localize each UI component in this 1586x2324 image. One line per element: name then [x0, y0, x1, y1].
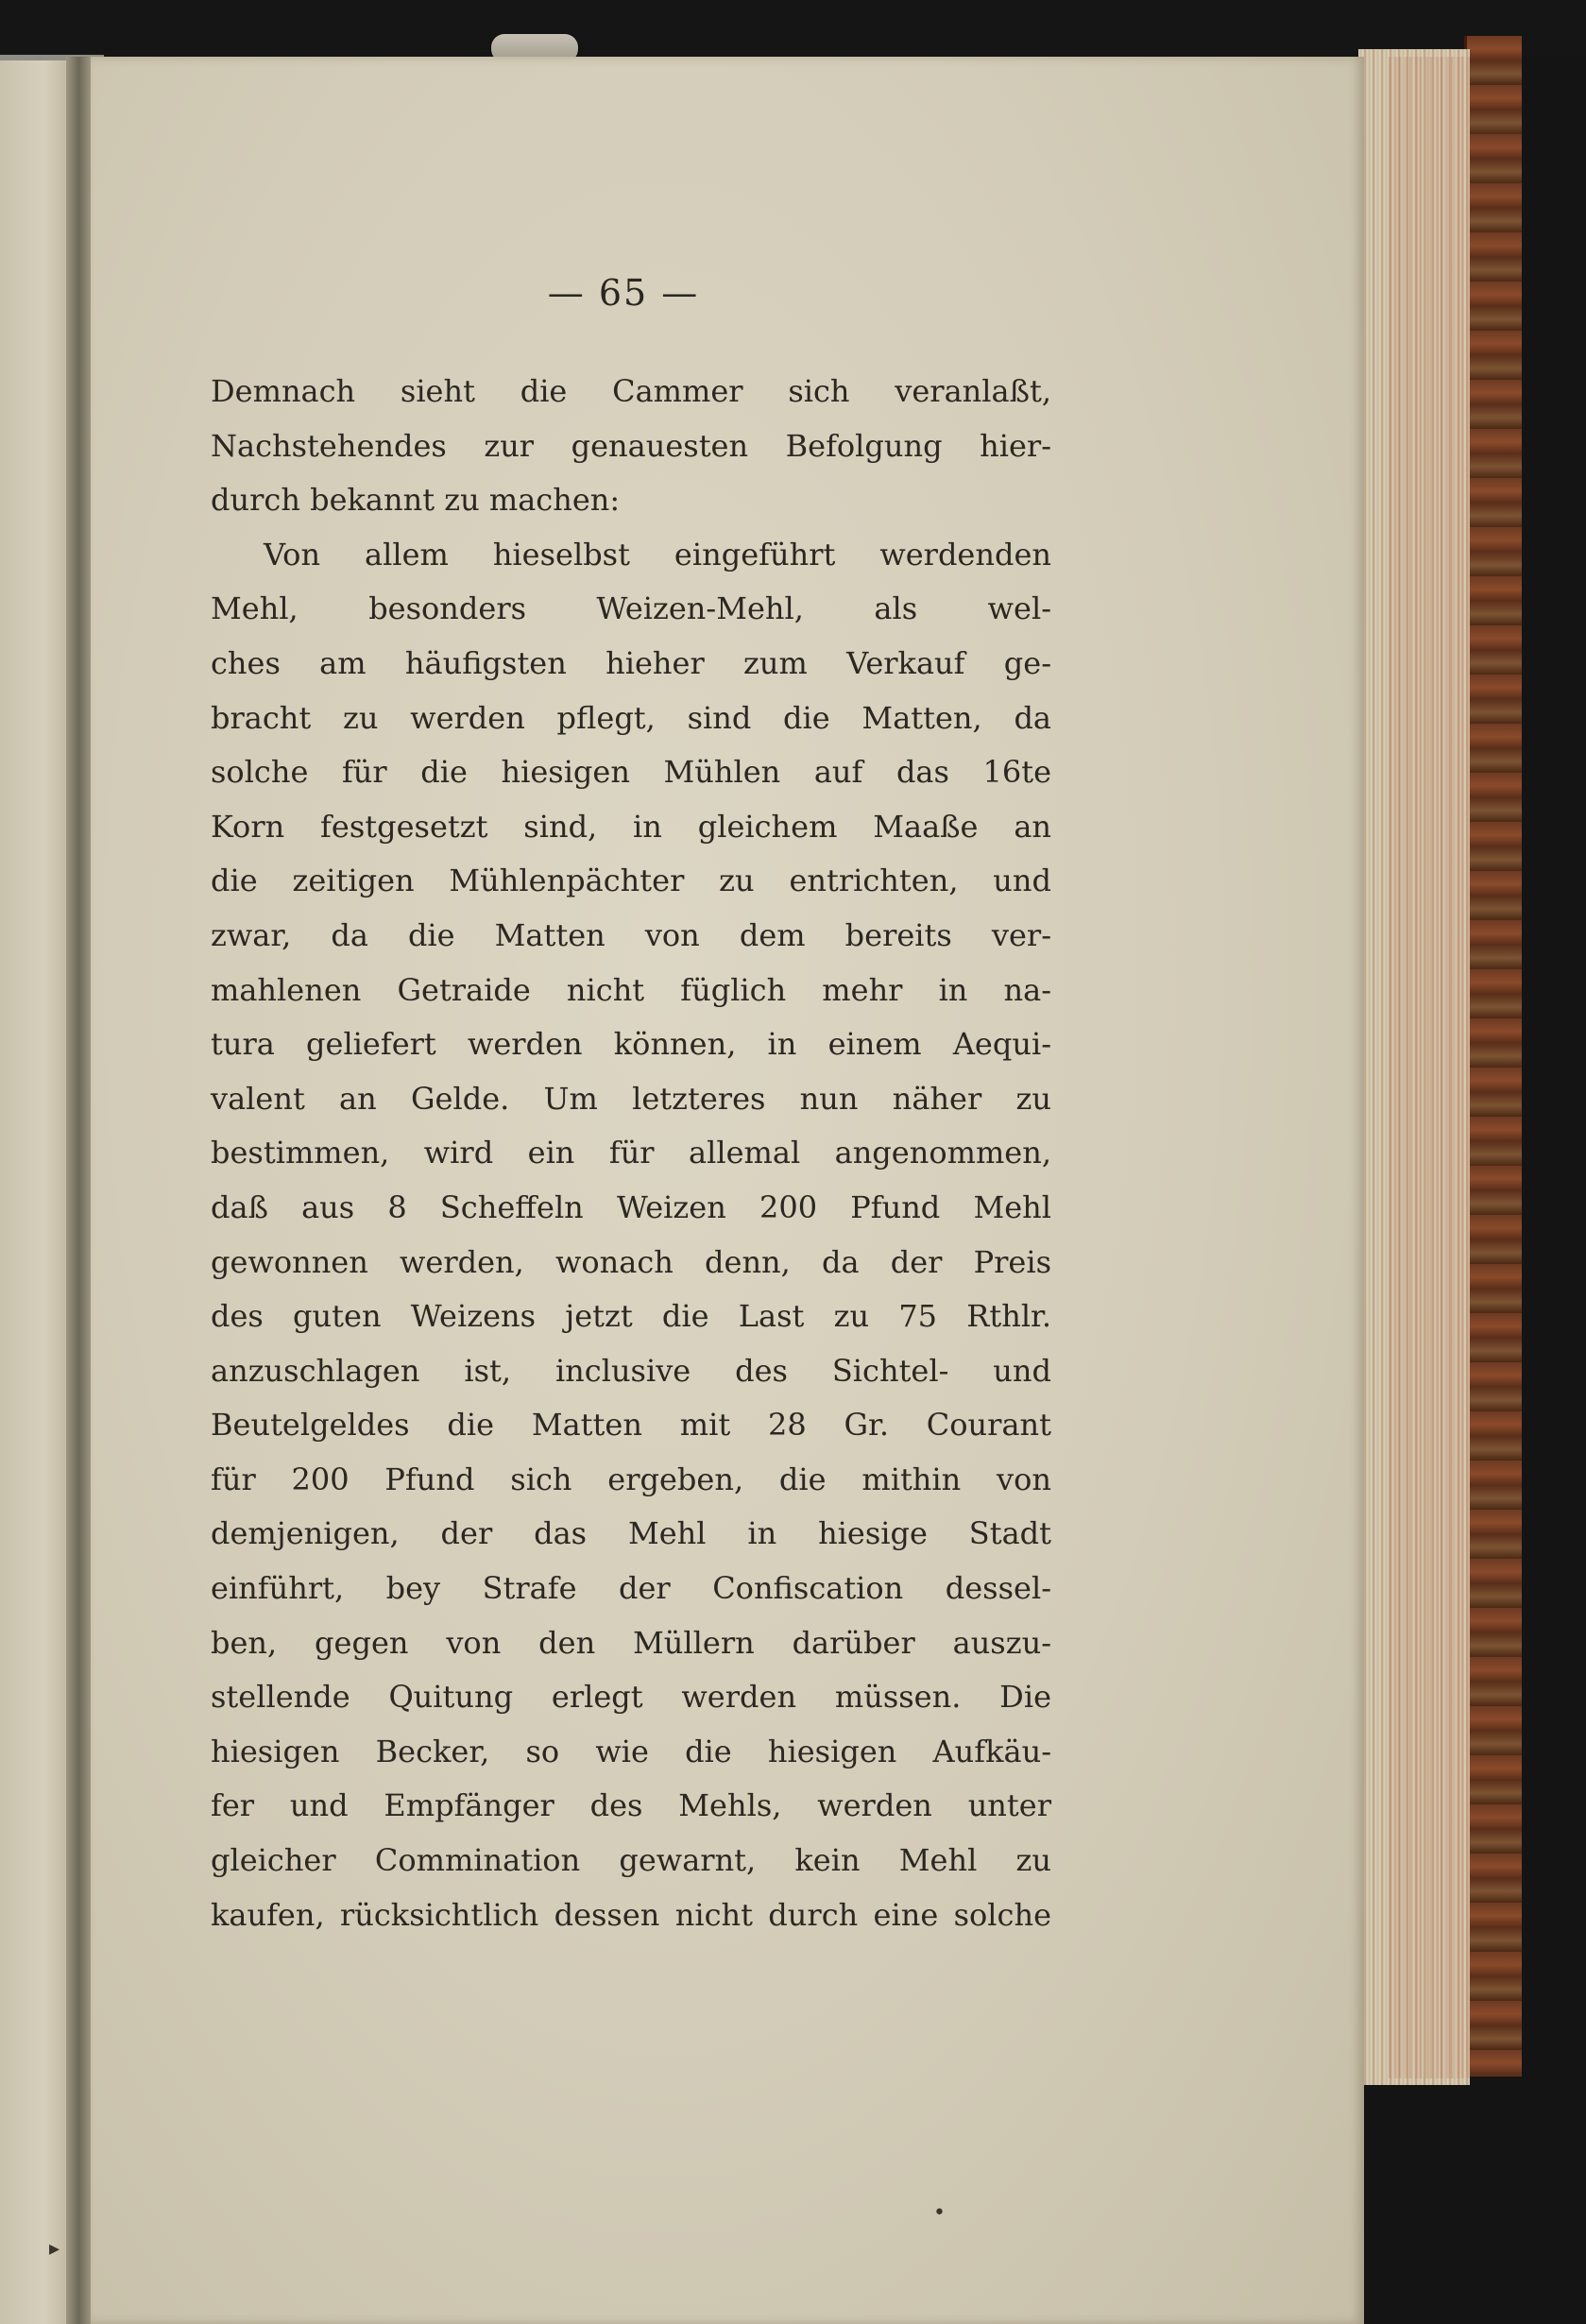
text-line: hiesigen Becker, so wie die hiesigen Aufkäu- [211, 1733, 1051, 1769]
text-line: valent an Gelde. Um letzteres nun näher zu [211, 1080, 1051, 1117]
text-line: daß aus 8 Scheffeln Weizen 200 Pfund Mehl [211, 1188, 1051, 1225]
background-top [0, 0, 1586, 57]
text-line: einführt, bey Strafe der Confiscation dessel- [211, 1570, 1051, 1607]
page-edges-tint [1389, 57, 1470, 2078]
text-line: zwar, da die Matten von dem bereits ver- [211, 916, 1051, 953]
text-line: solche für die hiesigen Mühlen auf das 16te [211, 754, 1051, 791]
text-line: demjenigen, der das Mehl in hiesige Stadt [211, 1515, 1051, 1552]
text-line: kaufen, rücksichtlich dessen nicht durch eine solche [211, 1896, 1051, 1933]
text-line: für 200 Pfund sich ergeben, die mithin von [211, 1461, 1051, 1497]
body-text [211, 365, 1051, 1942]
text-line: fer und Empfänger des Mehls, werden unter [211, 1787, 1051, 1824]
text-line: die zeitigen Mühlenpächter zu entrichten, und [211, 863, 1051, 899]
text-line: Beutelgeldes die Matten mit 28 Gr. Courant [211, 1407, 1051, 1444]
text-line: tura geliefert werden können, in einem Aequi- [211, 1026, 1051, 1063]
margin-arrow-icon: ▸ [49, 2237, 60, 2261]
text-line: stellende Quitung erlegt werden müssen. Die [211, 1679, 1051, 1716]
text-line: Nachstehendes zur genauesten Befolgung hier- [211, 427, 1051, 464]
text-line: bracht zu werden pflegt, sind die Matten, da [211, 699, 1051, 736]
text-line: bestimmen, wird ein für allemal angenommen, [211, 1135, 1051, 1171]
text-line: durch bekannt zu machen: [211, 482, 621, 519]
text-line: des guten Weizens jetzt die Last zu 75 Rthlr. [211, 1298, 1051, 1335]
text-line: Von allem hieselbst eingeführt werdenden [264, 536, 1051, 572]
text-line: mahlenen Getraide nicht füglich mehr in na- [211, 971, 1051, 1008]
ink-speck-icon: • [933, 2201, 946, 2225]
text-line: Demnach sieht die Cammer sich veranlaßt, [211, 373, 1051, 409]
text-line: ben, gegen von den Müllern darüber auszu- [211, 1624, 1051, 1661]
text-line: gewonnen werden, wonach denn, da der Preis [211, 1243, 1051, 1280]
text-line: Mehl, besonders Weizen-Mehl, als wel- [211, 590, 1051, 627]
left-page [0, 60, 74, 2324]
page-number: — 65 — [547, 272, 700, 314]
text-line: anzuschlagen ist, inclusive des Sichtel- und [211, 1352, 1051, 1389]
text-line: Korn festgesetzt sind, in gleichem Maaße an [211, 808, 1051, 845]
book-cover-edge [1464, 36, 1522, 2076]
text-line: ches am häufigsten hieher zum Verkauf ge- [211, 644, 1051, 681]
text-line: gleicher Commination gewarnt, kein Mehl zu [211, 1842, 1051, 1879]
